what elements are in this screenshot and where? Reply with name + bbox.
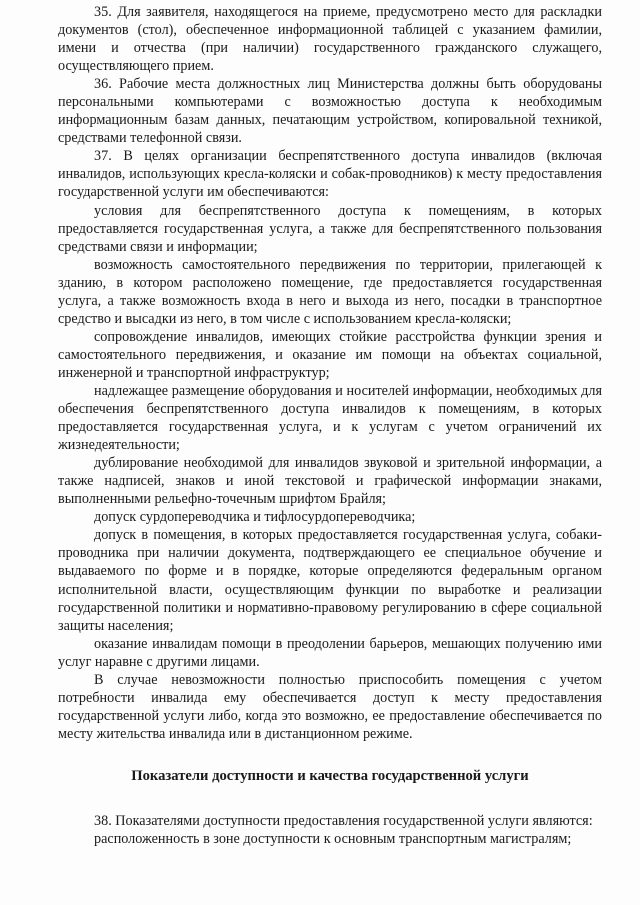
list-item-equipment-placement: надлежащее размещение оборудования и носителей информации, необходимых для обеспечения беспрепятственного доступа инвалидов к помещениям, в которых предоставляется государственная услуга, и к услугам с учетом ограничений их жизнедеятельности; (58, 382, 602, 454)
list-item-independent-movement: возможность самостоятельного передвижения по территории, прилегающей к зданию, в котором расположено помещение, где предоставляется государственная услуга, а также возможность входа в него и выхода из него, посадки в транспортное средство и высадки из него, в том числе с использованием кресла-коляски; (58, 256, 602, 327)
list-item-guide-dog-admission: допуск в помещения, в которых предоставляется государственная услуга, собаки-проводника при наличии документа, подтверждающего ее специальное обучение и выдаваемого по форме и в порядке, которые определяются федеральным органом исполнительной власти, осуществляющим функции по выработке и реализации государственной политики и нормативно-правовому регулированию в сфере социальной защиты населения; (58, 527, 602, 634)
list-item-information-duplication: дублирование необходимой для инвалидов звуковой и зрительной информации, а также надписей, знаков и иной текстовой и графической информации знаками, выполненными рельефно-точечным шрифтом Брайля; (58, 455, 602, 508)
list-item-interpreter-admission: допуск сурдопереводчика и тифлосурдопереводчика; (94, 509, 416, 526)
paragraph-37: 37. В целях организации беспрепятственного доступа инвалидов (включая инвалидов, использующих кресла-коляски и собак-проводников) к месту предоставления государственной услуги им обеспечиваются: (58, 148, 602, 201)
section-heading: Показатели доступности и качества государственной услуги (131, 767, 529, 784)
paragraph-38: 38. Показателями доступности предоставления государственной услуги являются: (94, 812, 593, 829)
document-body (58, 3, 602, 848)
list-item-barrier-assistance: оказание инвалидам помощи в преодолении барьеров, мешающих получению ими услуг наравне с другими лицами. (58, 635, 602, 670)
paragraph-35: 35. Для заявителя, находящегося на приеме, предусмотрено место для раскладки документов (стол), обеспеченное информационной таблицей с указанием фамилии, имени и отчества (при наличии) государственного гражданского служащего, осуществляющего прием. (58, 4, 602, 75)
paragraph-36: 36. Рабочие места должностных лиц Министерства должны быть оборудованы персональными компьютерами с возможностью доступа к необходимым информационным базам данных, печатающим устройством, копировальной техникой, средствами телефонной связи. (58, 76, 602, 147)
list-item-escort: сопровождение инвалидов, имеющих стойкие расстройства функции зрения и самостоятельного передвижения, и оказание им помощи на объектах социальной, инженерной и транспортной инфраструктур; (58, 328, 602, 381)
list-item-transport-access: расположенность в зоне доступности к основным транспортным магистралям; (94, 831, 572, 848)
paragraph-remote-service: В случае невозможности полностью приспособить помещения с учетом потребности инвалида ему обеспечивается доступ к месту предоставления государственной услуги либо, когда это возможно, ее предоставление обеспечивается по месту жительства инвалида или в дистанционном режиме. (58, 671, 602, 742)
list-item-access-conditions: условия для беспрепятственного доступа к помещениям, в которых предоставляется государственная услуга, а также для беспрепятственного пользования средствами связи и информации; (58, 202, 602, 255)
